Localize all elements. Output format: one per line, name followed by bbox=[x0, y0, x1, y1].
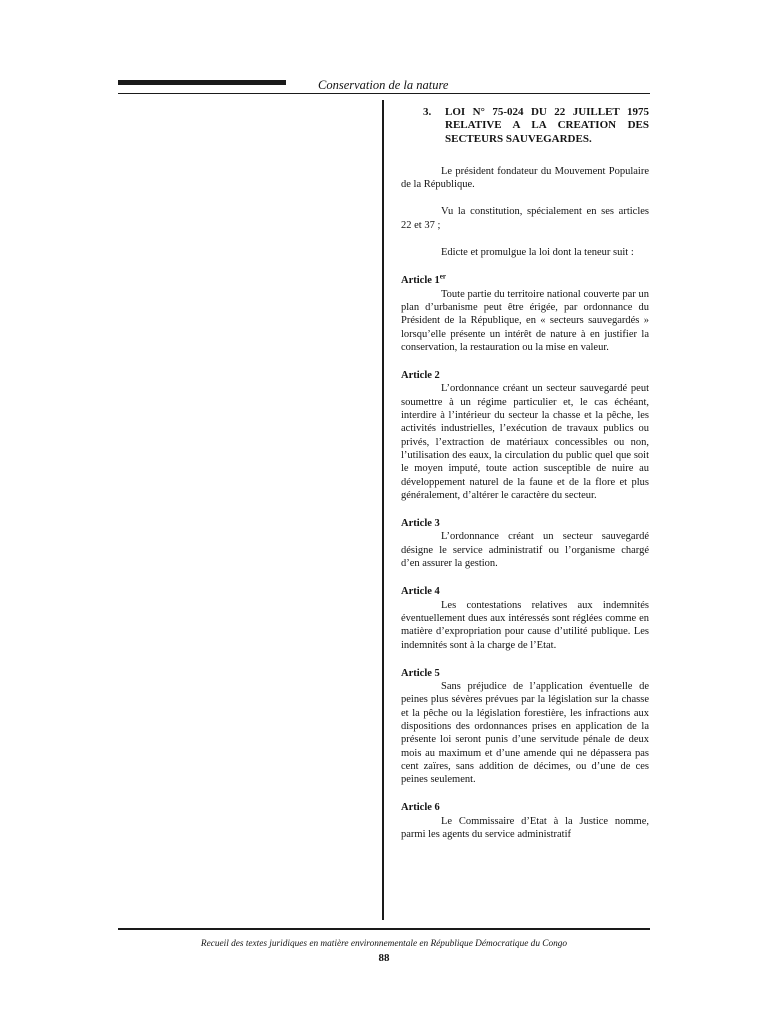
text-column bbox=[401, 106, 649, 841]
article bbox=[401, 585, 649, 651]
article-body: L’ordonnance créant un secteur sauvegardé désigne le service administratif ou l’organisme chargé d’en assurer la gestion. bbox=[401, 531, 649, 570]
article-heading: Article 3 bbox=[401, 518, 440, 530]
footer-rule bbox=[118, 928, 650, 930]
article bbox=[401, 369, 649, 502]
article bbox=[401, 274, 649, 354]
article-body: Sans préjudice de l’application éventuelle de peines plus sévères prévues par la législation sur la chasse et la pêche ou la législation forestière, les infractions aux dispositions des ordonnances prises en application de la présente loi seront punis d’une servitude pénale de deux mois au maximum et d’une amende qui ne dépassera pas cent zaïres, sans addition de décimes, ou d’une de ces peines seulement. bbox=[401, 681, 649, 786]
page-number: 88 bbox=[378, 952, 390, 964]
header-rule-thick bbox=[118, 80, 286, 85]
footer-collection-title: Recueil des textes juridiques en matière environnementale en République Démocratique du Congo bbox=[200, 939, 568, 949]
article bbox=[401, 667, 649, 787]
article-heading: Article 4 bbox=[401, 586, 440, 598]
ordinal-suffix: er bbox=[439, 272, 446, 281]
article-heading: Article 6 bbox=[401, 802, 440, 814]
article-heading: Article 5 bbox=[401, 667, 440, 679]
article-body: Le Commissaire d’Etat à la Justice nomme, parmi les agents du service administratif bbox=[401, 815, 649, 841]
article-body: Les contestations relatives aux indemnités éventuellement dues aux intéressés sont réglées comme en matière d’expropriation pour cause d’utilité publique. Les indemnités sont à la charge de l’Etat. bbox=[401, 599, 649, 651]
article-heading: Article 1er bbox=[401, 272, 446, 287]
article-body: Toute partie du territoire national couverte par un plan d’urbanisme peut être érigée, par ordonnance du Président de la République, en « secteurs sauvegardés » lorsqu’elle présente un intérêt de nature à en justifier la conservation, la restauration ou la mise en valeur. bbox=[401, 288, 649, 353]
law-title bbox=[423, 106, 649, 146]
law-number: 3. bbox=[423, 106, 432, 118]
column-divider bbox=[382, 100, 384, 920]
article bbox=[401, 517, 649, 570]
preamble-paragraph: Le président fondateur du Mouvement Populaire de la République. bbox=[401, 165, 649, 191]
preamble-paragraph: Vu la constitution, spécialement en ses articles 22 et 37 ; bbox=[401, 206, 649, 231]
header-rule-thin bbox=[118, 93, 650, 94]
preamble-paragraph: Edicte et promulgue la loi dont la teneur suit : bbox=[441, 247, 634, 259]
article bbox=[401, 801, 649, 841]
law-title-text: LOI N° 75-024 DU 22 JUILLET 1975 RELATIVE A LA CREATION DES SECTEURS SAUVEGARDES. bbox=[445, 106, 649, 145]
article-heading: Article 2 bbox=[401, 370, 440, 382]
article-body: L’ordonnance créant un secteur sauvegardé peut soumettre à un régime particulier et, le cas échéant, interdire à l’intérieur du secteur la chasse et la pêche, les activités industrielles, l’exécution de travaux publics ou privés, l’extraction de matériaux concessibles ou non, l’utilisation des eaux, la circulation du public quel que soit le moyen imputé, toute action susceptible de nuire au développement naturel de la faune et de la flore et plus généralement, d’altérer le caractère du secteur. bbox=[401, 383, 649, 501]
running-title: Conservation de la nature bbox=[318, 78, 449, 92]
